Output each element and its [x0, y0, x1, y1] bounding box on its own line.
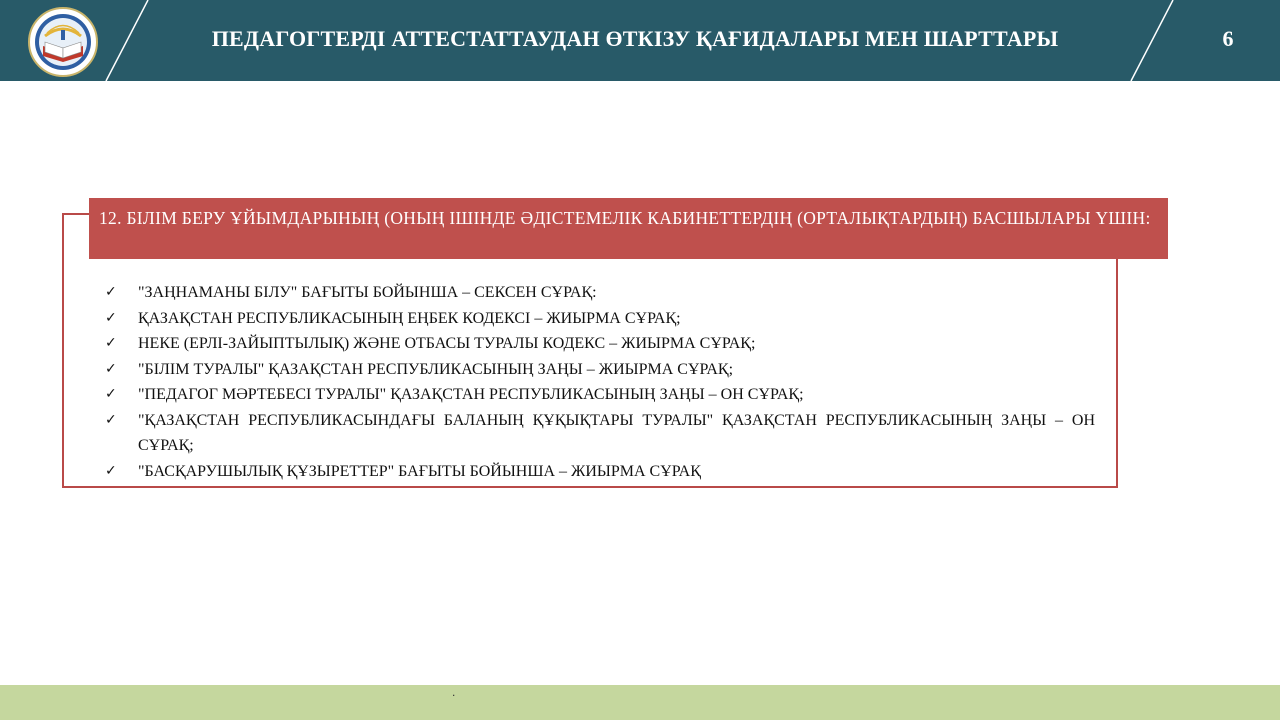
list-item-text: "БАСҚАРУШЫЛЫҚ ҚҰЗЫРЕТТЕР" БАҒЫТЫ БОЙЫНША – ЖИЫРМА СҰРАҚ: [138, 462, 701, 480]
requirements-list: [105, 280, 1095, 484]
section-heading: 12. БІЛІМ БЕРУ ҰЙЫМДАРЫНЫҢ (ОНЫҢ ІШІНДЕ ӘДІСТЕМЕЛІК КАБИНЕТТЕРДІҢ (ОРТАЛЫҚТАРДЫҢ) БАСШЫЛАРЫ ҮШІН:: [89, 198, 1168, 259]
list-item: [105, 382, 1095, 408]
list-item-text: "ЗАҢНАМАНЫ БІЛУ" БАҒЫТЫ БОЙЫНША – СЕКСЕН СҰРАҚ:: [138, 284, 597, 301]
list-item: [105, 280, 1095, 306]
list-item-text: ҚАЗАҚСТАН РЕСПУБЛИКАСЫНЫҢ ЕҢБЕК КОДЕКСІ – ЖИЫРМА СҰРАҚ;: [138, 309, 681, 327]
list-item-text: "ҚАЗАҚСТАН РЕСПУБЛИКАСЫНДАҒЫ БАЛАНЫҢ ҚҰҚЫҚТАРЫ ТУРАЛЫ" ҚАЗАҚСТАН РЕСПУБЛИКАСЫНЫҢ ЗАҢЫ – ОН СҰРАҚ;: [138, 411, 1095, 454]
slide-title: ПЕДАГОГТЕРДІ АТТЕСТАТТАУДАН ӨТКІЗУ ҚАҒИДАЛАРЫ МЕН ШАРТТАРЫ: [211, 26, 1059, 51]
slide-header: [0, 0, 1280, 81]
list-item-text: "ПЕДАГОГ МӘРТЕБЕСІ ТУРАЛЫ" ҚАЗАҚСТАН РЕСПУБЛИКАСЫНЫҢ ЗАҢЫ – ОН СҰРАҚ;: [138, 386, 804, 403]
list-item-text: НЕКЕ (ЕРЛІ-ЗАЙЫПТЫЛЫҚ) ЖӘНЕ ОТБАСЫ ТУРАЛЫ КОДЕКС – ЖИЫРМА СҰРАҚ;: [138, 335, 756, 352]
book-emblem-icon: [27, 6, 99, 78]
checkmark-icon: ✓: [105, 462, 117, 479]
checkmark-icon: ✓: [105, 335, 117, 351]
checkmark-icon: ✓: [105, 309, 117, 326]
list-item: [105, 357, 1095, 383]
footer-dot: .: [452, 685, 456, 699]
page-number: 6: [1222, 26, 1234, 51]
list-item: [105, 459, 1095, 485]
list-item: [105, 408, 1095, 459]
list-item: [105, 331, 1095, 357]
list-item: [105, 306, 1095, 332]
checkmark-icon: ✓: [105, 360, 117, 377]
checkmark-icon: ✓: [105, 386, 117, 402]
list-item-text: "БІЛІМ ТУРАЛЫ" ҚАЗАҚСТАН РЕСПУБЛИКАСЫНЫҢ ЗАҢЫ – ЖИЫРМА СҰРАҚ;: [138, 360, 734, 378]
checkmark-icon: ✓: [105, 284, 117, 300]
checkmark-icon: ✓: [105, 411, 117, 428]
slide-footer: [0, 685, 1280, 720]
